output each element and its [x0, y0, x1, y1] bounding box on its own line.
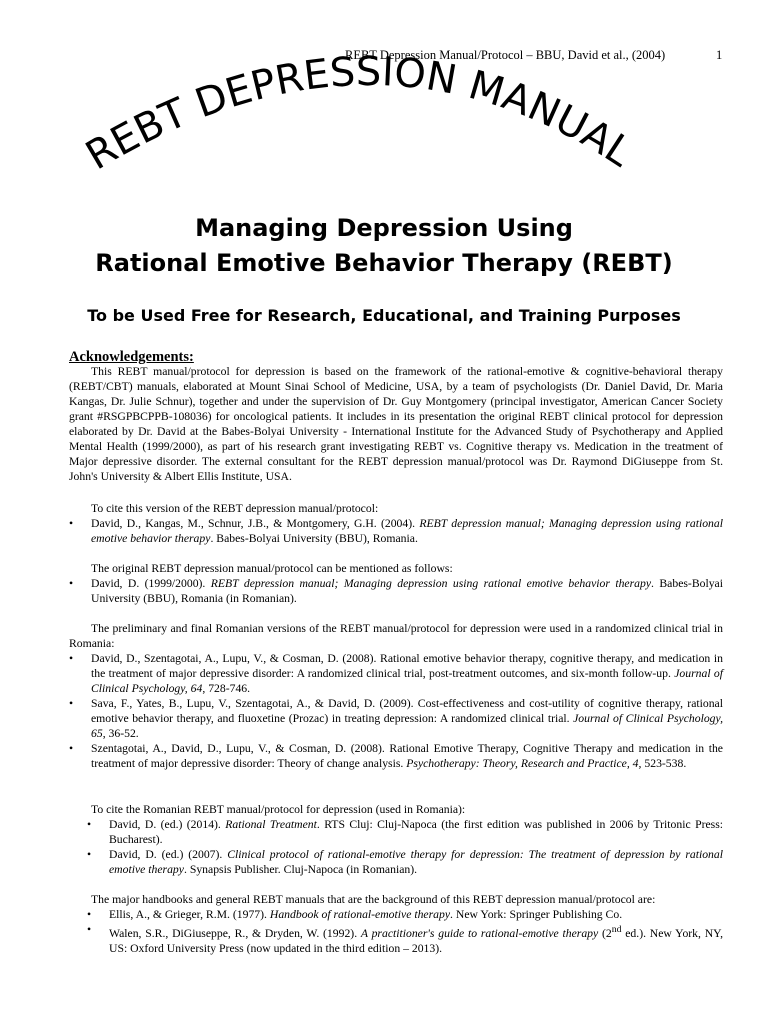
romanian-intro: To cite the Romanian REBT manual/protocol for depression (used in Romania):	[91, 803, 466, 816]
list-item: • David, D., Kangas, M., Schnur, J.B., & Montgomery, G.H. (2004). REBT depression manual; Managing depression using rational emotive behavior therapy. Babes-Bolyai University (BBU), Romania.	[69, 516, 723, 546]
list-item: • David, D. (ed.) (2014). Rational Treatment. RTS Cluj: Cluj-Napoca (the first edition was published in 2006 by Tritonic Press: Bucharest).	[69, 817, 723, 847]
list-item: • Szentagotai, A., David, D., Lupu, V., & Cosman, D. (2008). Rational Emotive Therapy, Cognitive Therapy and medication in the treatment of major depressive disorder: Theory of change analysis. Psychotherapy: Theory, Research and Practice, 4, 523-538.	[69, 741, 723, 771]
list-item: • Walen, S.R., DiGiuseppe, R., & Dryden, W. (1992). A practitioner's guide to rational-emotive therapy (2nd ed.). New York, NY, US: Oxford University Press (now updated in the third edition – 2013).	[69, 922, 723, 956]
cite-section	[69, 501, 723, 546]
handbooks-list	[69, 907, 723, 956]
handbooks-intro: The major handbooks and general REBT manuals that are the background of this REBT depression manual/protocol are:	[91, 893, 656, 906]
ack-text: This REBT manual/protocol for depression is based on the framework of the rational-emotive & cognitive-behavioral therapy (REBT/CBT) manuals, elaborated at Mount Sinai School of Medicine, USA, by a team of psychologists (Dr. Daniel David, Dr. Maria Kangas, Dr. Julie Schnur), together and under the supervision of Dr. Guy Montgomery (principal investigator, American Cancer Society grant #RSGPBCPPB-108036) for oncological patients. It includes in its presentation the original REBT clinical protocol for depression elaborated by Dr. David at the Babes-Bolyai University - International Institute for the Advanced Study of Psychotherapy and Applied Mental Health (1999/2000), as part of his research grant investigating REBT vs. Cognitive therapy vs. Medication in the treatment of Major depressive disorder. The external consultant for the REBT depression manual/protocol was Dr. Raymond DiGiuseppe from St. John's University & Albert Ellis Institute, USA.	[69, 365, 723, 483]
list-item: • David, D. (1999/2000). REBT depression manual; Managing depression using rational emotive behavior therapy. Babes-Bolyai University (BBU), Romania (in Romanian).	[69, 576, 723, 606]
original-list	[69, 576, 723, 606]
running-head: REBT Depression Manual/Protocol – BBU, David et al., (2004)	[345, 48, 666, 62]
title-line-2: Rational Emotive Behavior Therapy (REBT)	[95, 249, 673, 277]
arc-title-path: REBT DEPRESSION MANUAL	[78, 48, 641, 180]
romanian-section	[69, 802, 723, 877]
ack-body	[69, 364, 723, 484]
list-item: • Sava, F., Yates, B., Lupu, V., Szentagotai, A., & David, D. (2009). Cost-effectiveness and cost-utility of cognitive therapy, rational emotive behavior therapy, and fluoxetine (Prozac) in treating depression: A randomized clinical trial. Journal of Clinical Psychology, 65, 36-52.	[69, 696, 723, 741]
title-line-1: Managing Depression Using	[195, 214, 573, 242]
handbooks-section	[69, 892, 723, 956]
arc-title-text	[78, 49, 641, 179]
arc-title	[0, 0, 768, 220]
list-item: • David, D. (ed.) (2007). Clinical protocol of rational-emotive therapy for depression: The treatment of depression by rational emotive therapy. Synapsis Publisher. Cluj-Napoca (in Romanian).	[69, 847, 723, 877]
subtitle: To be Used Free for Research, Educational, and Training Purposes	[87, 306, 681, 325]
trial-list	[69, 651, 723, 771]
list-item: • Ellis, A., & Grieger, R.M. (1977). Handbook of rational-emotive therapy. New York: Springer Publishing Co.	[69, 907, 723, 922]
list-item: • David, D., Szentagotai, A., Lupu, V., & Cosman, D. (2008). Rational emotive behavior therapy, cognitive therapy, and medication in the treatment of major depressive disorder: A randomized clinical trial, post-treatment outcomes, and six-month follow-up. Journal of Clinical Psychology, 64, 728-746.	[69, 651, 723, 696]
original-section	[69, 561, 723, 606]
cite-intro: To cite this version of the REBT depression manual/protocol:	[91, 502, 379, 515]
original-intro: The original REBT depression manual/protocol can be mentioned as follows:	[91, 562, 453, 575]
page-number: 1	[716, 48, 723, 62]
cite-list	[69, 516, 723, 546]
ack-heading: Acknowledgements:	[69, 349, 194, 365]
trial-section	[69, 621, 723, 771]
trial-intro: The preliminary and final Romanian versions of the REBT manual/protocol for depression were used in a randomized clinical trial in Romania:	[69, 622, 723, 650]
romanian-list	[69, 817, 723, 877]
